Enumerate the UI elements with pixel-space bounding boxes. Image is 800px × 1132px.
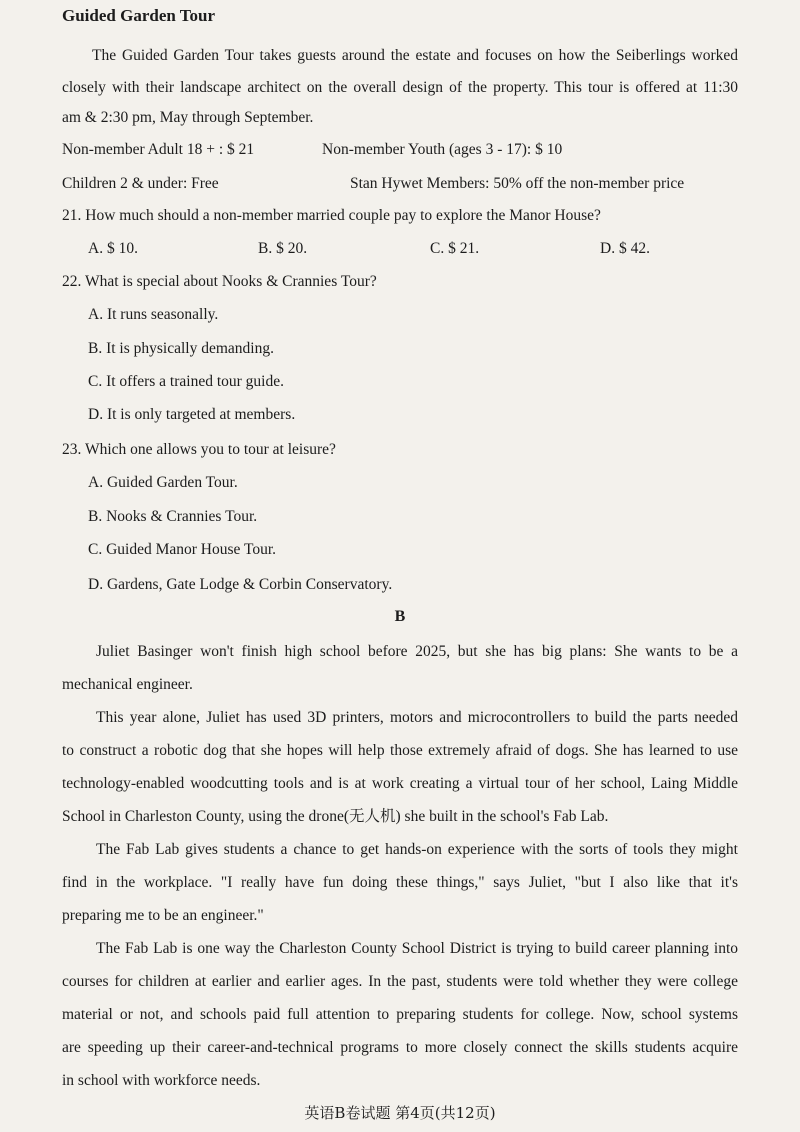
- passage-line: The Fab Lab gives students a chance to get hands-on experience with the sorts of tools they might: [96, 841, 738, 858]
- passage-line: preparing me to be an engineer.": [62, 907, 264, 924]
- price-members: Stan Hywet Members: 50% off the non-member price: [350, 175, 685, 192]
- option-d: D. $ 42.: [600, 240, 650, 257]
- passage-line: School in Charleston County, using the drone(无人机) she built in the school's Fab Lab.: [62, 808, 609, 825]
- question-stem: 21. How much should a non-member married couple pay to explore the Manor House?: [62, 207, 601, 224]
- passage-line: Juliet Basinger won't finish high school before 2025, but she has big plans: She wants to be a: [96, 643, 738, 660]
- intro-line: am & 2:30 pm, May through September.: [62, 109, 314, 126]
- option-c: C. $ 21.: [430, 240, 480, 257]
- intro-line: closely with their landscape architect on the overall design of the property. This tour is offered at 11:30: [62, 79, 738, 96]
- option-c: C. It offers a trained tour guide.: [88, 373, 284, 390]
- passage-line: in school with workforce needs.: [62, 1072, 261, 1089]
- passage-line: courses for children at earlier and earlier ages. In the past, students were told whether they were college: [62, 973, 738, 990]
- option-d: D. Gardens, Gate Lodge & Corbin Conservatory.: [88, 576, 393, 593]
- price-adult: Non-member Adult 18 + : $ 21: [62, 141, 255, 158]
- passage-line: technology-enabled woodcutting tools and is at work creating a virtual tour of her school, Laing Middle: [62, 775, 738, 792]
- option-b: B. Nooks & Crannies Tour.: [88, 508, 258, 525]
- section-title: Guided Garden Tour: [62, 6, 216, 25]
- passage-line: This year alone, Juliet has used 3D printers, motors and microcontrollers to build the parts needed: [96, 709, 738, 726]
- question-stem: 22. What is special about Nooks & Crannies Tour?: [62, 273, 377, 290]
- price-youth: Non-member Youth (ages 3 - 17): $ 10: [322, 141, 563, 158]
- option-c: C. Guided Manor House Tour.: [88, 541, 277, 558]
- option-d: D. It is only targeted at members.: [88, 406, 296, 423]
- option-a: A. $ 10.: [88, 240, 138, 257]
- passage-line: to construct a robotic dog that she hopes will help those extremely afraid of dogs. She has learned to use: [62, 742, 738, 759]
- question-stem: 23. Which one allows you to tour at leisure?: [62, 441, 336, 458]
- price-children: Children 2 & under: Free: [62, 175, 219, 192]
- passage-line: find in the workplace. "I really have fun doing these things," says Juliet, "but I also like that it's: [62, 874, 738, 891]
- page-footer: 英语B卷试题 第4页(共12页): [304, 1104, 496, 1122]
- passage-label: B: [394, 608, 406, 625]
- passage-line: are speeding up their career-and-technical programs to more closely connect the skills students acquire: [62, 1039, 738, 1056]
- passage-line: mechanical engineer.: [62, 676, 193, 693]
- option-b: B. It is physically demanding.: [88, 340, 274, 357]
- option-a: A. It runs seasonally.: [88, 306, 219, 323]
- intro-line: The Guided Garden Tour takes guests around the estate and focuses on how the Seiberlings worked: [92, 47, 738, 64]
- option-a: A. Guided Garden Tour.: [88, 474, 238, 491]
- option-b: B. $ 20.: [258, 240, 308, 257]
- passage-line: material or not, and schools paid full attention to preparing students for college. Now, school systems: [62, 1006, 738, 1023]
- passage-line: The Fab Lab is one way the Charleston County School District is trying to build career planning into: [96, 940, 738, 957]
